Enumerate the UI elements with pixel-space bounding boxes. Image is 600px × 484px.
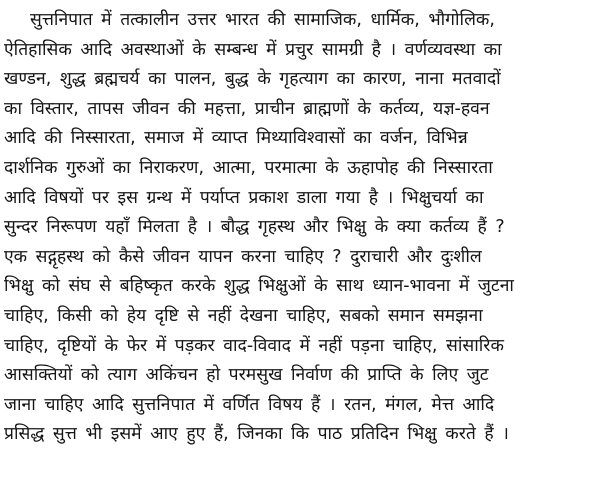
- text-line: खण्डन, शुद्ध ब्रह्मचर्य का पालन, बुद्ध के गृहत्याग का कारण, नाना मतवादों: [4, 69, 501, 90]
- text-line: आसक्तियों को त्याग अकिंचन हो परमसुख निर्वाण की प्राप्ति के लिए जुट: [4, 365, 489, 386]
- text-line: दार्शनिक गुरुओं का निराकरण, आत्मा, परमात्मा के ऊहापोह की निस्सारता: [4, 157, 493, 178]
- text-line: आदि की निस्सारता, समाज में व्याप्त मिथ्याविश्वासों का वर्जन, विभिन्न: [4, 128, 468, 149]
- text-line: चाहिए, किसी को हेय दृष्टि से नहीं देखना चाहिए, सबको समान समझना: [4, 305, 483, 326]
- text-line: ऐतिहासिक आदि अवस्थाओं के सम्बन्ध में प्रचुर सामग्री है । वर्णव्यवस्था का: [4, 39, 502, 60]
- text-line: सुत्तनिपात में तत्कालीन उत्तर भारत की सामाजिक, धार्मिक, भौगोलिक,: [30, 10, 495, 30]
- text-line: चाहिए, दृष्टियों के फेर में पड़कर वाद-विवाद में नहीं पड़ना चाहिए, सांसारिक: [4, 335, 504, 356]
- text-line: का विस्तार, तापस जीवन की महत्ता, प्राचीन ब्राह्मणों के कर्तव्य, यज्ञ-हवन: [4, 98, 490, 119]
- text-line: प्रसिद्ध सुत्त भी इसमें आए हुए हैं, जिनका कि पाठ प्रतिदिन भिक्षु करते हैं ।: [4, 424, 509, 445]
- paragraph: [4, 6, 596, 450]
- text-line: सुन्दर निरूपण यहाँ मिलता है । बौद्ध गृहस्थ और भिक्षु के क्या कर्तव्य हैं ?: [4, 217, 505, 238]
- text-line: जाना चाहिए आदि सुत्तनिपात में वर्णित विषय हैं । रतन, मंगल, मेत्त आदि: [4, 394, 495, 415]
- text-line: आदि विषयों पर इस ग्रन्थ में पर्याप्त प्रकाश डाला गया है । भिक्षुचर्या का: [4, 187, 484, 208]
- text-line: एक सद्गृहस्थ को कैसे जीवन यापन करना चाहिए ? दुराचारी और दुःशील: [4, 246, 482, 267]
- text-line: भिक्षु को संघ से बहिष्कृत करके शुद्ध भिक्षुओं के साथ ध्यान-भावना में जुटना: [4, 276, 514, 297]
